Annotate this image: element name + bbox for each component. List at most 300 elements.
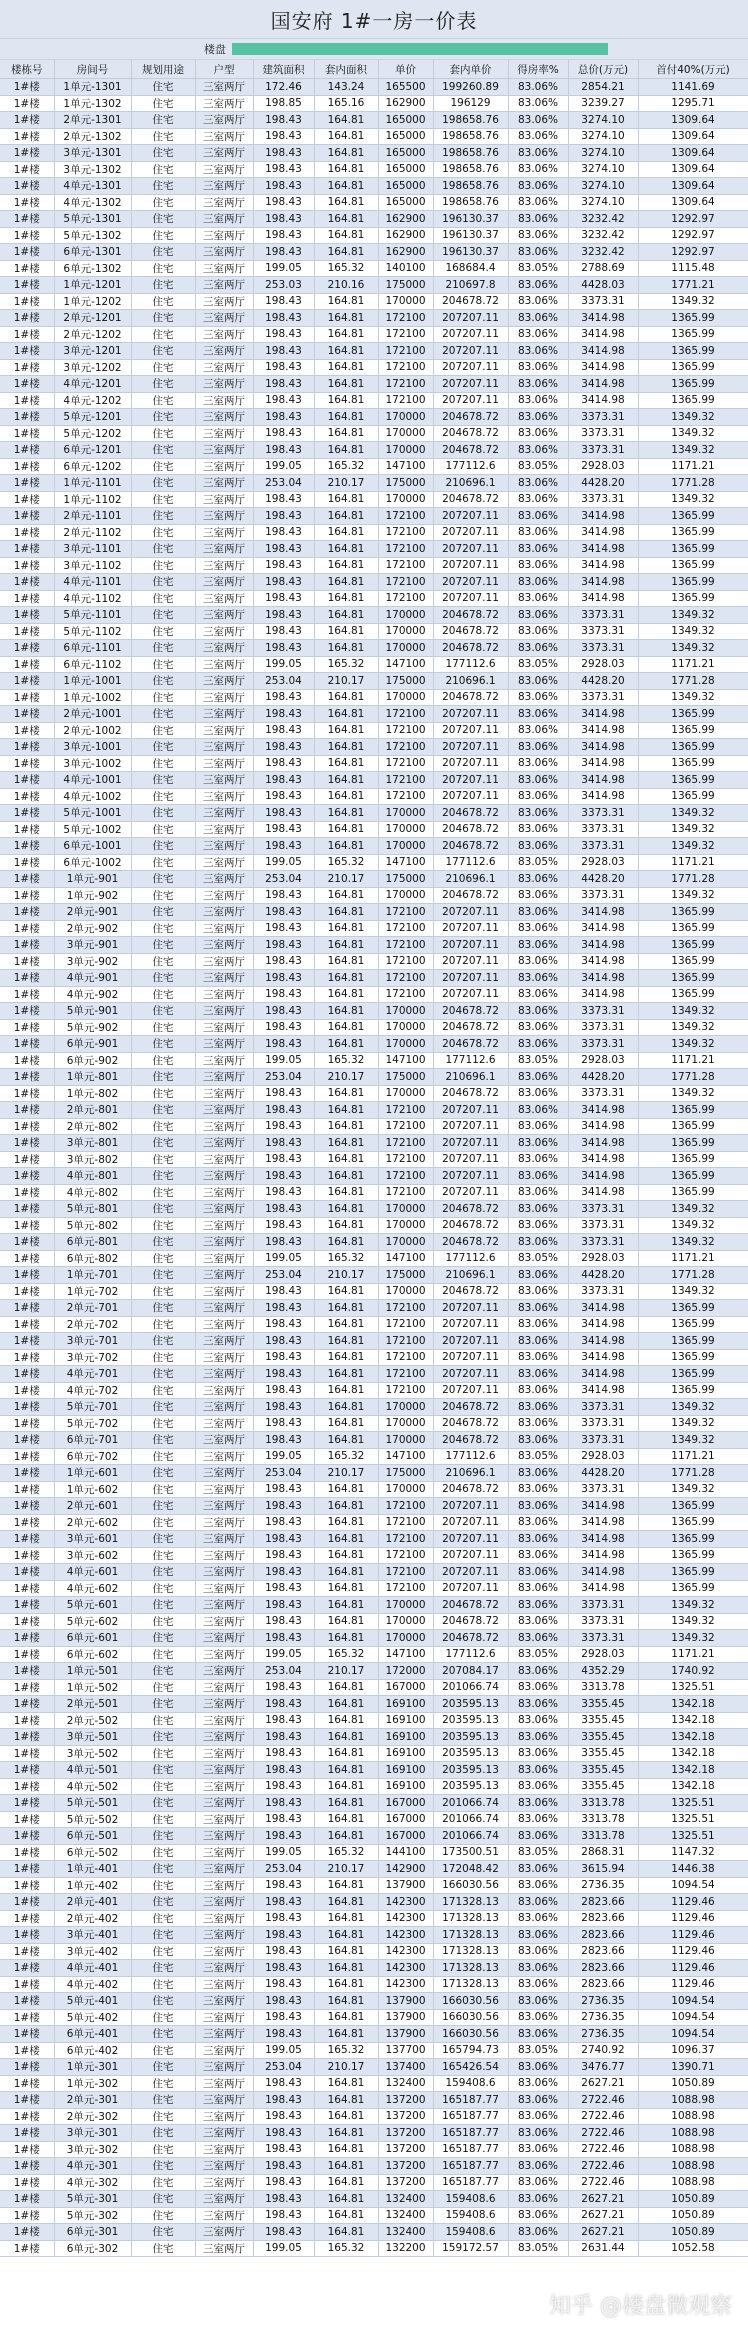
table-cell: 83.06% bbox=[508, 2059, 568, 2076]
table-cell: 三室两厅 bbox=[195, 227, 253, 244]
table-cell: 2单元-701 bbox=[54, 1300, 131, 1317]
table-cell: 1147.32 bbox=[638, 1844, 748, 1861]
table-cell: 172100 bbox=[378, 986, 433, 1003]
table-row bbox=[0, 640, 748, 657]
table-cell: 83.06% bbox=[508, 1828, 568, 1845]
table-cell: 83.06% bbox=[508, 1333, 568, 1350]
table-cell: 1349.32 bbox=[638, 1597, 748, 1614]
table-cell: 1#楼 bbox=[0, 112, 54, 129]
table-cell: 1#楼 bbox=[0, 953, 54, 970]
table-cell: 2单元-1301 bbox=[54, 112, 131, 129]
table-cell: 3373.31 bbox=[568, 623, 638, 640]
table-cell: 住宅 bbox=[131, 442, 195, 459]
table-cell: 3373.31 bbox=[568, 1432, 638, 1449]
table-cell: 三室两厅 bbox=[195, 475, 253, 492]
table-cell: 1#楼 bbox=[0, 1036, 54, 1053]
table-cell: 165.32 bbox=[314, 1052, 378, 1069]
table-cell: 198.43 bbox=[253, 1151, 314, 1168]
table-cell: 1365.99 bbox=[638, 1118, 748, 1135]
table-cell: 83.06% bbox=[508, 590, 568, 607]
table-cell: 198.43 bbox=[253, 1399, 314, 1416]
table-row bbox=[0, 524, 748, 541]
table-cell: 住宅 bbox=[131, 359, 195, 376]
table-cell: 164.81 bbox=[314, 1630, 378, 1647]
table-cell: 204678.72 bbox=[433, 640, 508, 657]
table-cell: 198.43 bbox=[253, 112, 314, 129]
table-cell: 198658.76 bbox=[433, 128, 508, 145]
table-row bbox=[0, 1399, 748, 1416]
table-cell: 2722.46 bbox=[568, 2158, 638, 2175]
table-cell: 住宅 bbox=[131, 1415, 195, 1432]
table-cell: 住宅 bbox=[131, 112, 195, 129]
table-cell: 三室两厅 bbox=[195, 310, 253, 327]
table-cell: 164.81 bbox=[314, 1217, 378, 1234]
table-cell: 三室两厅 bbox=[195, 2026, 253, 2043]
table-cell: 1#楼 bbox=[0, 128, 54, 145]
table-cell: 住宅 bbox=[131, 376, 195, 393]
table-cell: 198.43 bbox=[253, 2158, 314, 2175]
table-cell: 1#楼 bbox=[0, 2108, 54, 2125]
table-cell: 164.81 bbox=[314, 1399, 378, 1416]
table-row bbox=[0, 541, 748, 558]
table-cell: 1#楼 bbox=[0, 475, 54, 492]
table-cell: 172100 bbox=[378, 755, 433, 772]
table-cell: 171328.13 bbox=[433, 1910, 508, 1927]
column-header: 单价 bbox=[378, 60, 433, 79]
table-cell: 3单元-1202 bbox=[54, 359, 131, 376]
table-cell: 住宅 bbox=[131, 1778, 195, 1795]
table-cell: 83.06% bbox=[508, 1712, 568, 1729]
table-cell: 177112.6 bbox=[433, 656, 508, 673]
table-cell: 1365.99 bbox=[638, 986, 748, 1003]
table-cell: 三室两厅 bbox=[195, 1861, 253, 1878]
table-cell: 199.05 bbox=[253, 260, 314, 277]
table-cell: 164.81 bbox=[314, 1828, 378, 1845]
table-cell: 3373.31 bbox=[568, 1085, 638, 1102]
table-cell: 165794.73 bbox=[433, 2042, 508, 2059]
table-row bbox=[0, 904, 748, 921]
table-cell: 3414.98 bbox=[568, 1547, 638, 1564]
table-cell: 83.06% bbox=[508, 937, 568, 954]
table-cell: 住宅 bbox=[131, 475, 195, 492]
table-cell: 3单元-1002 bbox=[54, 755, 131, 772]
table-row bbox=[0, 2125, 748, 2142]
table-cell: 3373.31 bbox=[568, 1217, 638, 1234]
table-cell: 172100 bbox=[378, 343, 433, 360]
table-cell: 住宅 bbox=[131, 1894, 195, 1911]
table-cell: 1#楼 bbox=[0, 2125, 54, 2142]
table-cell: 三室两厅 bbox=[195, 1993, 253, 2010]
table-cell: 三室两厅 bbox=[195, 1927, 253, 1944]
table-cell: 1#楼 bbox=[0, 1349, 54, 1366]
table-cell: 住宅 bbox=[131, 524, 195, 541]
table-cell: 204678.72 bbox=[433, 887, 508, 904]
table-cell: 住宅 bbox=[131, 326, 195, 343]
table-cell: 164.81 bbox=[314, 838, 378, 855]
table-cell: 164.81 bbox=[314, 425, 378, 442]
table-cell: 3414.98 bbox=[568, 706, 638, 723]
table-cell: 83.06% bbox=[508, 1283, 568, 1300]
table-cell: 1365.99 bbox=[638, 590, 748, 607]
table-cell: 83.06% bbox=[508, 343, 568, 360]
table-cell: 83.06% bbox=[508, 772, 568, 789]
table-cell: 164.81 bbox=[314, 2026, 378, 2043]
table-cell: 住宅 bbox=[131, 722, 195, 739]
table-cell: 三室两厅 bbox=[195, 376, 253, 393]
table-cell: 1单元-1302 bbox=[54, 95, 131, 112]
table-cell: 3274.10 bbox=[568, 128, 638, 145]
table-cell: 1349.32 bbox=[638, 293, 748, 310]
table-cell: 1349.32 bbox=[638, 425, 748, 442]
table-cell: 三室两厅 bbox=[195, 277, 253, 294]
table-cell: 1#楼 bbox=[0, 1003, 54, 1020]
table-cell: 三室两厅 bbox=[195, 2174, 253, 2191]
table-cell: 83.06% bbox=[508, 359, 568, 376]
table-cell: 1349.32 bbox=[638, 1201, 748, 1218]
table-cell: 210.17 bbox=[314, 673, 378, 690]
table-cell: 83.06% bbox=[508, 1580, 568, 1597]
table-cell: 住宅 bbox=[131, 1069, 195, 1086]
table-cell: 1349.32 bbox=[638, 640, 748, 657]
table-cell: 3414.98 bbox=[568, 1118, 638, 1135]
table-cell: 164.81 bbox=[314, 1019, 378, 1036]
table-cell: 2928.03 bbox=[568, 656, 638, 673]
table-cell: 198.43 bbox=[253, 1333, 314, 1350]
table-cell: 83.05% bbox=[508, 260, 568, 277]
table-cell: 1#楼 bbox=[0, 1729, 54, 1746]
table-cell: 137700 bbox=[378, 2042, 433, 2059]
table-cell: 3单元-602 bbox=[54, 1547, 131, 1564]
table-cell: 1309.64 bbox=[638, 112, 748, 129]
table-row bbox=[0, 1630, 748, 1647]
table-cell: 164.81 bbox=[314, 1003, 378, 1020]
table-cell: 4单元-301 bbox=[54, 2158, 131, 2175]
table-cell: 1#楼 bbox=[0, 1597, 54, 1614]
table-cell: 2单元-1201 bbox=[54, 310, 131, 327]
table-cell: 住宅 bbox=[131, 739, 195, 756]
table-cell: 住宅 bbox=[131, 1382, 195, 1399]
table-cell: 159408.6 bbox=[433, 2075, 508, 2092]
table-cell: 198.43 bbox=[253, 310, 314, 327]
table-cell: 1#楼 bbox=[0, 755, 54, 772]
table-cell: 6单元-502 bbox=[54, 1844, 131, 1861]
table-cell: 137200 bbox=[378, 2092, 433, 2109]
table-cell: 172100 bbox=[378, 722, 433, 739]
table-cell: 198.43 bbox=[253, 590, 314, 607]
column-header: 得房率% bbox=[508, 60, 568, 79]
table-cell: 1349.32 bbox=[638, 1613, 748, 1630]
table-cell: 83.06% bbox=[508, 508, 568, 525]
table-cell: 1#楼 bbox=[0, 623, 54, 640]
table-cell: 1365.99 bbox=[638, 524, 748, 541]
table-cell: 1#楼 bbox=[0, 1646, 54, 1663]
table-cell: 199.05 bbox=[253, 2240, 314, 2257]
table-cell: 1#楼 bbox=[0, 2042, 54, 2059]
table-cell: 三室两厅 bbox=[195, 1844, 253, 1861]
table-cell: 164.81 bbox=[314, 1151, 378, 1168]
table-row bbox=[0, 755, 748, 772]
table-cell: 165.32 bbox=[314, 260, 378, 277]
table-cell: 170000 bbox=[378, 821, 433, 838]
table-row bbox=[0, 475, 748, 492]
table-cell: 164.81 bbox=[314, 623, 378, 640]
table-row bbox=[0, 1729, 748, 1746]
table-cell: 1365.99 bbox=[638, 706, 748, 723]
table-cell: 1365.99 bbox=[638, 739, 748, 756]
table-cell: 1349.32 bbox=[638, 607, 748, 624]
table-cell: 4单元-502 bbox=[54, 1778, 131, 1795]
table-cell: 198.43 bbox=[253, 623, 314, 640]
table-cell: 3单元-902 bbox=[54, 953, 131, 970]
table-cell: 三室两厅 bbox=[195, 772, 253, 789]
table-cell: 198.43 bbox=[253, 904, 314, 921]
table-cell: 3414.98 bbox=[568, 1168, 638, 1185]
table-cell: 1365.99 bbox=[638, 904, 748, 921]
table-cell: 164.81 bbox=[314, 1382, 378, 1399]
table-cell: 198.43 bbox=[253, 1811, 314, 1828]
table-cell: 住宅 bbox=[131, 607, 195, 624]
table-cell: 4单元-1302 bbox=[54, 194, 131, 211]
table-cell: 164.81 bbox=[314, 1927, 378, 1944]
table-cell: 204678.72 bbox=[433, 623, 508, 640]
table-cell: 3414.98 bbox=[568, 755, 638, 772]
table-cell: 83.06% bbox=[508, 2075, 568, 2092]
table-row bbox=[0, 607, 748, 624]
table-cell: 198.43 bbox=[253, 392, 314, 409]
table-row bbox=[0, 1415, 748, 1432]
table-cell: 198.43 bbox=[253, 1580, 314, 1597]
table-cell: 三室两厅 bbox=[195, 1234, 253, 1251]
table-cell: 83.06% bbox=[508, 871, 568, 888]
table-cell: 210.17 bbox=[314, 1267, 378, 1284]
table-cell: 2631.44 bbox=[568, 2240, 638, 2257]
table-cell: 210697.8 bbox=[433, 277, 508, 294]
table-cell: 165000 bbox=[378, 161, 433, 178]
table-cell: 83.06% bbox=[508, 673, 568, 690]
building-name-redaction-bar bbox=[232, 43, 608, 55]
table-cell: 198.43 bbox=[253, 409, 314, 426]
table-row bbox=[0, 557, 748, 574]
table-cell: 3414.98 bbox=[568, 524, 638, 541]
table-cell: 210696.1 bbox=[433, 475, 508, 492]
table-cell: 83.06% bbox=[508, 376, 568, 393]
table-cell: 1365.99 bbox=[638, 1580, 748, 1597]
table-cell: 三室两厅 bbox=[195, 1102, 253, 1119]
table-cell: 住宅 bbox=[131, 2191, 195, 2208]
table-cell: 198.43 bbox=[253, 2026, 314, 2043]
watermark: 知乎 @楼盘微观察 bbox=[549, 2294, 732, 2319]
table-cell: 5单元-1002 bbox=[54, 821, 131, 838]
table-cell: 142300 bbox=[378, 1943, 433, 1960]
table-cell: 83.06% bbox=[508, 1366, 568, 1383]
table-cell: 1349.32 bbox=[638, 838, 748, 855]
table-cell: 三室两厅 bbox=[195, 1597, 253, 1614]
table-cell: 三室两厅 bbox=[195, 1283, 253, 1300]
table-cell: 83.05% bbox=[508, 1844, 568, 1861]
table-cell: 1365.99 bbox=[638, 1151, 748, 1168]
table-cell: 83.06% bbox=[508, 442, 568, 459]
table-cell: 164.81 bbox=[314, 1745, 378, 1762]
table-cell: 83.06% bbox=[508, 145, 568, 162]
table-cell: 1#楼 bbox=[0, 1333, 54, 1350]
table-row bbox=[0, 310, 748, 327]
table-cell: 1771.28 bbox=[638, 1465, 748, 1482]
table-row bbox=[0, 1003, 748, 1020]
table-cell: 5单元-302 bbox=[54, 2207, 131, 2224]
table-cell: 83.06% bbox=[508, 623, 568, 640]
table-cell: 1771.28 bbox=[638, 1267, 748, 1284]
table-cell: 159408.6 bbox=[433, 2207, 508, 2224]
table-cell: 1#楼 bbox=[0, 2009, 54, 2026]
table-cell: 1#楼 bbox=[0, 1811, 54, 1828]
table-cell: 2单元-402 bbox=[54, 1910, 131, 1927]
table-cell: 1365.99 bbox=[638, 1564, 748, 1581]
table-cell: 172100 bbox=[378, 376, 433, 393]
table-cell: 83.06% bbox=[508, 211, 568, 228]
table-cell: 177112.6 bbox=[433, 1052, 508, 1069]
table-cell: 198.43 bbox=[253, 1778, 314, 1795]
table-cell: 164.81 bbox=[314, 1168, 378, 1185]
table-cell: 165.32 bbox=[314, 1646, 378, 1663]
table-cell: 164.81 bbox=[314, 1712, 378, 1729]
table-cell: 住宅 bbox=[131, 508, 195, 525]
table-cell: 三室两厅 bbox=[195, 409, 253, 426]
table-cell: 1单元-402 bbox=[54, 1877, 131, 1894]
table-cell: 1349.32 bbox=[638, 409, 748, 426]
table-cell: 3414.98 bbox=[568, 1564, 638, 1581]
table-row bbox=[0, 574, 748, 591]
table-cell: 172100 bbox=[378, 1184, 433, 1201]
table-cell: 170000 bbox=[378, 1432, 433, 1449]
table-cell: 83.06% bbox=[508, 1168, 568, 1185]
table-cell: 4单元-701 bbox=[54, 1366, 131, 1383]
table-cell: 住宅 bbox=[131, 805, 195, 822]
table-cell: 83.06% bbox=[508, 722, 568, 739]
table-cell: 4428.20 bbox=[568, 871, 638, 888]
table-cell: 3单元-1102 bbox=[54, 557, 131, 574]
table-cell: 198.43 bbox=[253, 1201, 314, 1218]
table-cell: 1342.18 bbox=[638, 1696, 748, 1713]
table-cell: 164.81 bbox=[314, 227, 378, 244]
table-cell: 198.43 bbox=[253, 739, 314, 756]
table-row bbox=[0, 1960, 748, 1977]
table-row bbox=[0, 2207, 748, 2224]
table-cell: 170000 bbox=[378, 887, 433, 904]
table-cell: 1325.51 bbox=[638, 1811, 748, 1828]
table-cell: 164.81 bbox=[314, 2108, 378, 2125]
table-cell: 164.81 bbox=[314, 2191, 378, 2208]
table-row bbox=[0, 343, 748, 360]
table-cell: 3414.98 bbox=[568, 953, 638, 970]
table-cell: 83.06% bbox=[508, 326, 568, 343]
table-row bbox=[0, 1300, 748, 1317]
table-cell: 三室两厅 bbox=[195, 1828, 253, 1845]
table-cell: 170000 bbox=[378, 689, 433, 706]
table-row bbox=[0, 2224, 748, 2241]
table-cell: 三室两厅 bbox=[195, 1382, 253, 1399]
table-cell: 198.43 bbox=[253, 524, 314, 541]
table-cell: 164.81 bbox=[314, 1531, 378, 1548]
table-row bbox=[0, 854, 748, 871]
table-cell: 164.81 bbox=[314, 1085, 378, 1102]
table-cell: 6单元-801 bbox=[54, 1234, 131, 1251]
table-cell: 164.81 bbox=[314, 211, 378, 228]
table-cell: 1129.46 bbox=[638, 1910, 748, 1927]
table-cell: 1#楼 bbox=[0, 458, 54, 475]
table-row bbox=[0, 2026, 748, 2043]
table-cell: 207207.11 bbox=[433, 541, 508, 558]
table-cell: 三室两厅 bbox=[195, 673, 253, 690]
table-cell: 1349.32 bbox=[638, 1630, 748, 1647]
table-cell: 172100 bbox=[378, 326, 433, 343]
table-cell: 207207.11 bbox=[433, 574, 508, 591]
table-cell: 2736.35 bbox=[568, 2009, 638, 2026]
table-row bbox=[0, 1250, 748, 1267]
table-cell: 住宅 bbox=[131, 1663, 195, 1680]
table-cell: 三室两厅 bbox=[195, 1052, 253, 1069]
table-cell: 170000 bbox=[378, 623, 433, 640]
table-cell: 207207.11 bbox=[433, 904, 508, 921]
table-cell: 4428.20 bbox=[568, 475, 638, 492]
table-cell: 3单元-801 bbox=[54, 1135, 131, 1152]
table-cell: 住宅 bbox=[131, 1135, 195, 1152]
table-row bbox=[0, 458, 748, 475]
table-row bbox=[0, 1201, 748, 1218]
table-cell: 1#楼 bbox=[0, 1927, 54, 1944]
column-header: 套内单价 bbox=[433, 60, 508, 79]
table-cell: 住宅 bbox=[131, 1399, 195, 1416]
table-header bbox=[0, 60, 748, 79]
table-cell: 172100 bbox=[378, 1580, 433, 1597]
table-cell: 2单元-1002 bbox=[54, 722, 131, 739]
table-cell: 210696.1 bbox=[433, 1267, 508, 1284]
table-cell: 三室两厅 bbox=[195, 1630, 253, 1647]
table-cell: 3单元-401 bbox=[54, 1927, 131, 1944]
table-row bbox=[0, 211, 748, 228]
table-cell: 1171.21 bbox=[638, 1646, 748, 1663]
table-cell: 83.06% bbox=[508, 392, 568, 409]
table-cell: 6单元-602 bbox=[54, 1646, 131, 1663]
table-cell: 住宅 bbox=[131, 854, 195, 871]
table-cell: 207207.11 bbox=[433, 1349, 508, 1366]
table-cell: 三室两厅 bbox=[195, 425, 253, 442]
table-row bbox=[0, 1052, 748, 1069]
table-cell: 198.43 bbox=[253, 1432, 314, 1449]
table-cell: 198.43 bbox=[253, 1366, 314, 1383]
table-cell: 2单元-401 bbox=[54, 1894, 131, 1911]
table-cell: 170000 bbox=[378, 1613, 433, 1630]
table-cell: 1#楼 bbox=[0, 1085, 54, 1102]
table-row bbox=[0, 2108, 748, 2125]
table-cell: 162900 bbox=[378, 244, 433, 261]
table-cell: 住宅 bbox=[131, 640, 195, 657]
table-cell: 170000 bbox=[378, 1597, 433, 1614]
table-cell: 143.24 bbox=[314, 79, 378, 96]
table-cell: 3373.31 bbox=[568, 1234, 638, 1251]
table-cell: 三室两厅 bbox=[195, 1811, 253, 1828]
table-cell: 83.06% bbox=[508, 194, 568, 211]
table-cell: 164.81 bbox=[314, 112, 378, 129]
table-cell: 203595.13 bbox=[433, 1712, 508, 1729]
table-cell: 1#楼 bbox=[0, 871, 54, 888]
table-cell: 住宅 bbox=[131, 772, 195, 789]
table-cell: 1#楼 bbox=[0, 1943, 54, 1960]
table-cell: 207207.11 bbox=[433, 1168, 508, 1185]
table-cell: 137900 bbox=[378, 1993, 433, 2010]
table-cell: 1342.18 bbox=[638, 1745, 748, 1762]
table-cell: 198.43 bbox=[253, 1217, 314, 1234]
table-cell: 164.81 bbox=[314, 640, 378, 657]
